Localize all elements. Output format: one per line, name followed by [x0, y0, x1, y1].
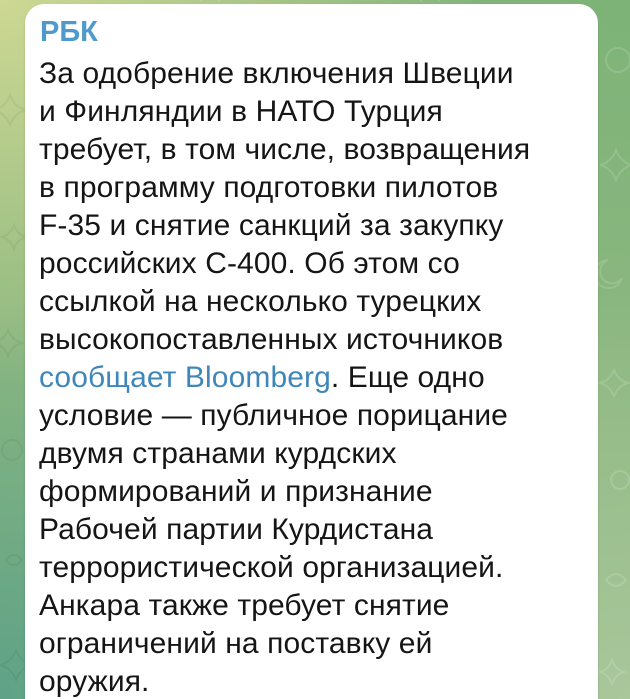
- channel-name[interactable]: РБК: [40, 16, 98, 48]
- message-text-segment: За одобрение включения Швеции и Финляндии в НАТО Турция требует, в том числе, возвращения в программу подготовки пилотов F-35 и снятие санкций за закупку российских С-400. Об этом со ссылкой на несколько турецких высокопоставленных источников: [39, 57, 531, 356]
- message-text-segment: . Еще одно условие — публичное порицание двумя странами курдских формирований и признание Рабочей партии Курдистана террористической организацией. Анкара также требует снятие ограничений на поставку ей оружия.: [39, 361, 508, 698]
- message-text: [39, 55, 585, 699]
- bloomberg-link[interactable]: сообщает Bloomberg: [39, 361, 331, 394]
- message-bubble[interactable]: [25, 4, 598, 699]
